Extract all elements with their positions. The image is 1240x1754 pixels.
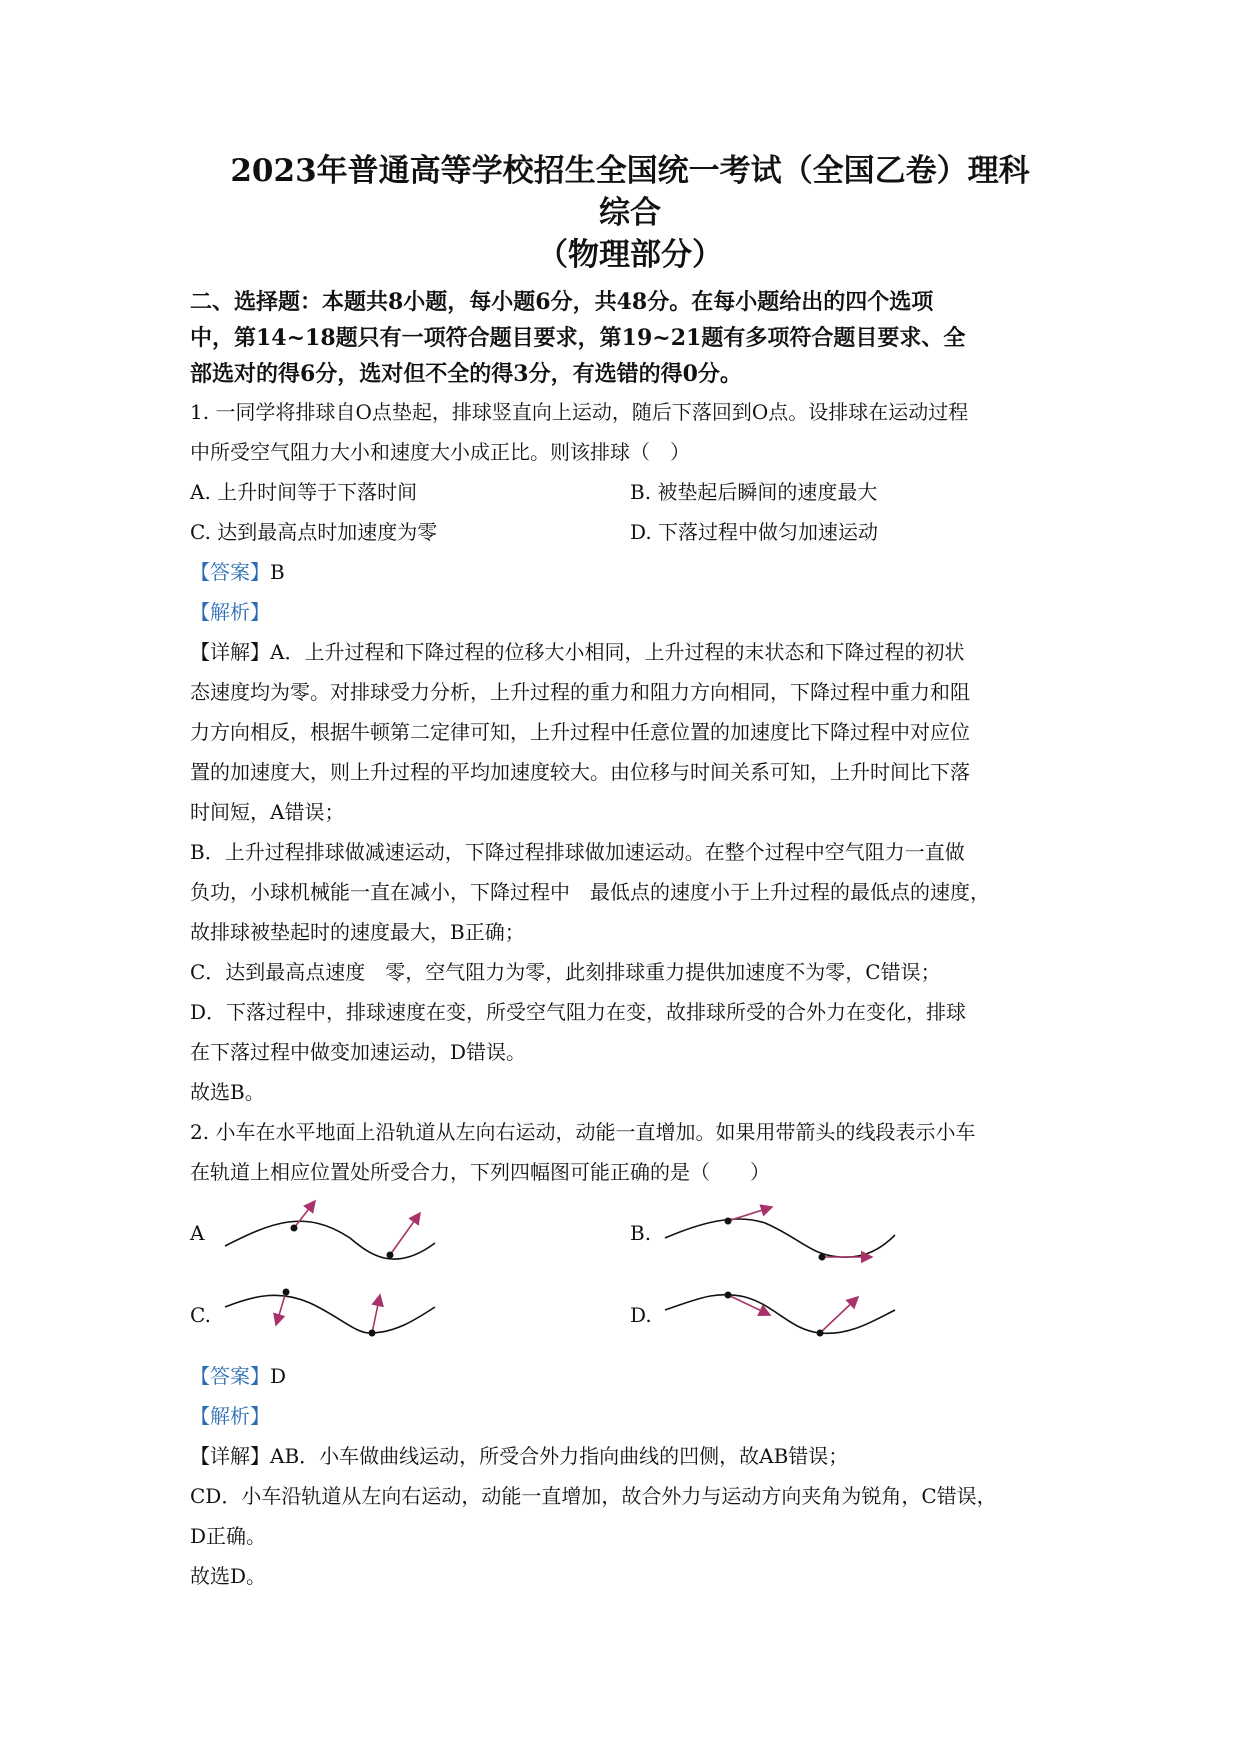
diagram-row-2 — [190, 1274, 1070, 1356]
question-2-analysis-tag: 【解析】 — [190, 1404, 270, 1428]
question-1-stem: 1. 一同学将排球自O点垫起，排球竖直向上运动，随后下落回到O点。设排球在运动过程 — [190, 400, 969, 424]
section-heading-line: 二、选择题：本题共8小题，每小题6分，共48分。在每小题给出的四个选项 — [190, 289, 934, 315]
car-point — [819, 1254, 826, 1261]
detail-line: 【详解】A．上升过程和下降过程的位移大小相同，上升过程的末状态和下降过程的初状 — [190, 640, 965, 664]
diagram-b — [630, 1193, 1070, 1273]
car-point — [283, 1289, 290, 1296]
section-heading — [190, 284, 1070, 392]
force-arrow — [390, 1213, 420, 1255]
option-a: A. 上升时间等于下落时间 — [190, 480, 418, 504]
detail-line: 在下落过程中做变加速运动，D错误。 — [190, 1040, 527, 1064]
detail-line: C．达到最高点速度 零，空气阻力为零，此刻排球重力提供加速度不为零，C错误； — [190, 960, 941, 984]
force-arrow — [820, 1297, 858, 1333]
option-d: D. 下落过程中做匀加速运动 — [630, 520, 879, 544]
detail-line: 态速度均为零。对排球受力分析，上升过程的重力和阻力方向相同，下降过程中重力和阻 — [190, 680, 970, 704]
question-1-answer — [190, 552, 1070, 592]
title-line-2: 综合 — [599, 195, 661, 231]
answer-tag: 【答案】 — [190, 1364, 270, 1388]
detail-line: D正确。 — [190, 1524, 267, 1548]
document-title — [190, 150, 1070, 276]
detail-line: CD．小车沿轨道从左向右运动，动能一直增加，故合外力与运动方向夹角为锐角，C错误， — [190, 1484, 997, 1508]
title-line-1: 2023年普通高等学校招生全国统一考试（全国乙卷）理科 — [230, 153, 1030, 189]
track-curve — [225, 1295, 435, 1333]
question-2-stem: 2. 小车在水平地面上沿轨道从左向右运动，动能一直增加。如果用带箭头的线段表示小车 — [190, 1120, 976, 1144]
track-curve — [665, 1219, 895, 1257]
diagram-c — [190, 1275, 630, 1355]
car-point — [817, 1330, 824, 1337]
car-point — [725, 1218, 732, 1225]
car-point — [291, 1225, 298, 1232]
answer-value: B — [270, 560, 285, 584]
answer-value: D — [270, 1364, 287, 1388]
title-line-3: （物理部分） — [537, 237, 723, 273]
detail-line: 时间短，A错误； — [190, 800, 345, 824]
track-curve — [665, 1295, 895, 1334]
diagram-a-label: A — [190, 1221, 205, 1245]
question-2-answer — [190, 1356, 1070, 1396]
car-point — [369, 1330, 376, 1337]
track-curve — [225, 1221, 435, 1259]
diagram-c-figure — [220, 1275, 440, 1355]
option-b: B. 被垫起后瞬间的速度最大 — [630, 480, 878, 504]
diagram-b-label: B. — [630, 1221, 652, 1245]
question-2-stem: 在轨道上相应位置处所受合力，下列四幅图可能正确的是（ ） — [190, 1160, 770, 1184]
diagram-b-figure — [660, 1193, 900, 1273]
question-1-analysis-tag: 【解析】 — [190, 600, 270, 624]
force-arrow — [372, 1295, 380, 1333]
question-1 — [190, 392, 1070, 1112]
section-heading-line: 中，第14~18题只有一项符合题目要求，第19~21题有多项符合题目要求、全 — [190, 325, 966, 351]
option-c: C. 达到最高点时加速度为零 — [190, 520, 438, 544]
question-1-options-row-2 — [190, 512, 1070, 552]
question-2 — [190, 1112, 1070, 1596]
detail-line: 负功，小球机械能一直在减小，下降过程中 最低点的速度小于上升过程的最低点的速度， — [190, 880, 990, 904]
detail-line: 置的加速度大，则上升过程的平均加速度较大。由位移与时间关系可知，上升时间比下落 — [190, 760, 970, 784]
question-1-options-row-1 — [190, 472, 1070, 512]
detail-line: 故选D。 — [190, 1564, 267, 1588]
diagram-d-figure — [660, 1275, 900, 1355]
answer-tag: 【答案】 — [190, 560, 270, 584]
section-heading-line: 部选对的得6分，选对但不全的得3分，有选错的得0分。 — [190, 361, 742, 387]
detail-line: 故排球被垫起时的速度最大，B正确； — [190, 920, 525, 944]
force-arrow — [276, 1292, 286, 1325]
car-point — [725, 1292, 732, 1299]
diagram-row-1 — [190, 1192, 1070, 1274]
detail-line: D．下落过程中，排球速度在变，所受空气阻力在变，故排球所受的合外力在变化，排球 — [190, 1000, 967, 1024]
car-point — [387, 1252, 394, 1259]
diagram-a-figure — [220, 1193, 440, 1273]
document-page — [190, 150, 1070, 1596]
detail-line: 力方向相反，根据牛顿第二定律可知，上升过程中任意位置的加速度比下降过程中对应位 — [190, 720, 970, 744]
diagram-a — [190, 1193, 630, 1273]
diagram-c-label: C. — [190, 1303, 211, 1327]
question-1-stem: 中所受空气阻力大小和速度大小成正比。则该排球（ ） — [190, 440, 690, 464]
force-arrow — [294, 1201, 315, 1228]
detail-line: 故选B。 — [190, 1080, 265, 1104]
detail-line: B．上升过程排球做减速运动，下降过程排球做加速运动。在整个过程中空气阻力一直做 — [190, 840, 965, 864]
diagram-d — [630, 1275, 1070, 1355]
diagram-d-label: D. — [630, 1303, 652, 1327]
detail-line: 【详解】AB．小车做曲线运动，所受合外力指向曲线的凹侧，故AB错误； — [190, 1444, 849, 1468]
